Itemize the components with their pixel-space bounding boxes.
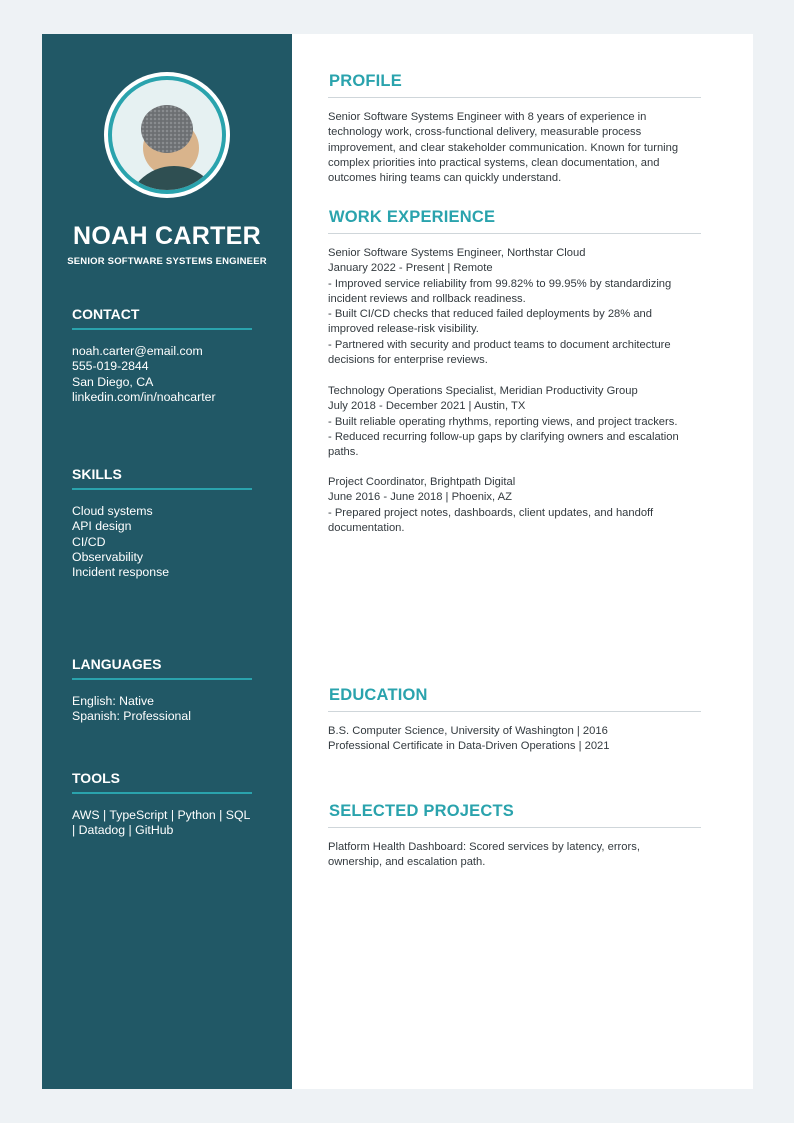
profile-divider <box>328 97 701 98</box>
education-list <box>328 724 700 755</box>
job-title: Project Coordinator, Brightpath Digital <box>328 476 516 488</box>
contact-divider <box>72 328 252 330</box>
skills-heading: SKILLS <box>72 466 122 482</box>
skills-divider <box>72 488 252 490</box>
education-item: B.S. Computer Science, University of Washington | 2016 <box>328 725 608 737</box>
experience-divider <box>328 233 701 234</box>
job-entry <box>328 384 700 460</box>
job-title: Senior Software Systems Engineer, Northstar Cloud <box>328 247 586 259</box>
languages-list <box>72 694 267 725</box>
profile-heading: PROFILE <box>329 72 402 90</box>
avatar-illustration <box>112 80 222 190</box>
job-bullet: - Reduced recurring follow-up gaps by clarifying owners and escalation paths. <box>328 430 679 459</box>
avatar <box>104 72 230 198</box>
contact-linkedin[interactable]: linkedin.com/in/noahcarter <box>72 389 216 404</box>
job-entry <box>328 246 700 368</box>
sidebar <box>42 34 292 1089</box>
skill-item: Observability <box>72 549 144 564</box>
projects-heading: SELECTED PROJECTS <box>329 802 514 820</box>
contact-email[interactable]: noah.carter@email.com <box>72 344 203 358</box>
tools-text: AWS | TypeScript | Python | SQL | Datadog | GitHub <box>72 808 250 838</box>
avatar-shoulders <box>126 166 222 190</box>
job-title: Technology Operations Specialist, Meridian Productivity Group <box>328 385 638 397</box>
contact-list <box>72 344 267 405</box>
education-divider <box>328 711 701 712</box>
job-dates: June 2016 - June 2018 | Phoenix, AZ <box>328 491 512 504</box>
profile-summary: Senior Software Systems Engineer with 8 years of experience in technology work, cross-functional delivery, measurable process improvement, and clear stakeholder communication. Known for turning complex priorities into practical systems, clean documentation, and outcomes hiring teams can quickly understand. <box>328 111 679 185</box>
skill-item: Incident response <box>72 565 170 580</box>
candidate-title: SENIOR SOFTWARE SYSTEMS ENGINEER <box>67 256 267 267</box>
avatar-ring <box>108 76 226 194</box>
tools-heading: TOOLS <box>72 770 120 786</box>
skill-item: Cloud systems <box>72 504 153 518</box>
job-entry <box>328 475 700 536</box>
job-dates: July 2018 - December 2021 | Austin, TX <box>328 400 526 413</box>
job-bullet: - Built CI/CD checks that reduced failed deployments by 28% and improved release-risk visibility. <box>328 308 652 336</box>
experience-heading: WORK EXPERIENCE <box>329 208 496 226</box>
contact-phone[interactable]: 555-019-2844 <box>72 359 149 374</box>
project-item: Platform Health Dashboard: Scored services by latency, errors, ownership, and escalation path. <box>328 841 640 869</box>
contact-location: San Diego, CA <box>72 374 154 389</box>
languages-heading: LANGUAGES <box>72 656 162 672</box>
avatar-hair <box>141 105 193 153</box>
job-bullet: - Built reliable operating rhythms, reporting views, and project trackers. <box>328 415 678 428</box>
language-item: English: Native <box>72 694 155 708</box>
skill-item: CI/CD <box>72 534 106 549</box>
projects-divider <box>328 827 701 828</box>
languages-divider <box>72 678 252 680</box>
education-heading: EDUCATION <box>329 686 428 704</box>
job-dates: January 2022 - Present | Remote <box>328 262 493 275</box>
job-bullet: - Partnered with security and product teams to document architecture decisions for enterprise reviews. <box>328 338 671 367</box>
candidate-name: NOAH CARTER <box>72 222 262 250</box>
resume-page <box>42 34 753 1089</box>
contact-heading: CONTACT <box>72 306 140 322</box>
job-bullet: - Improved service reliability from 99.82% to 99.95% by standardizing incident reviews and rollback readiness. <box>328 277 672 305</box>
education-item: Professional Certificate in Data-Driven Operations | 2021 <box>328 740 610 753</box>
tools-divider <box>72 792 252 794</box>
job-bullet: - Prepared project notes, dashboards, client updates, and handoff documentation. <box>328 506 654 534</box>
language-item: Spanish: Professional <box>72 709 191 724</box>
skills-list <box>72 504 267 580</box>
skill-item: API design <box>72 519 132 534</box>
